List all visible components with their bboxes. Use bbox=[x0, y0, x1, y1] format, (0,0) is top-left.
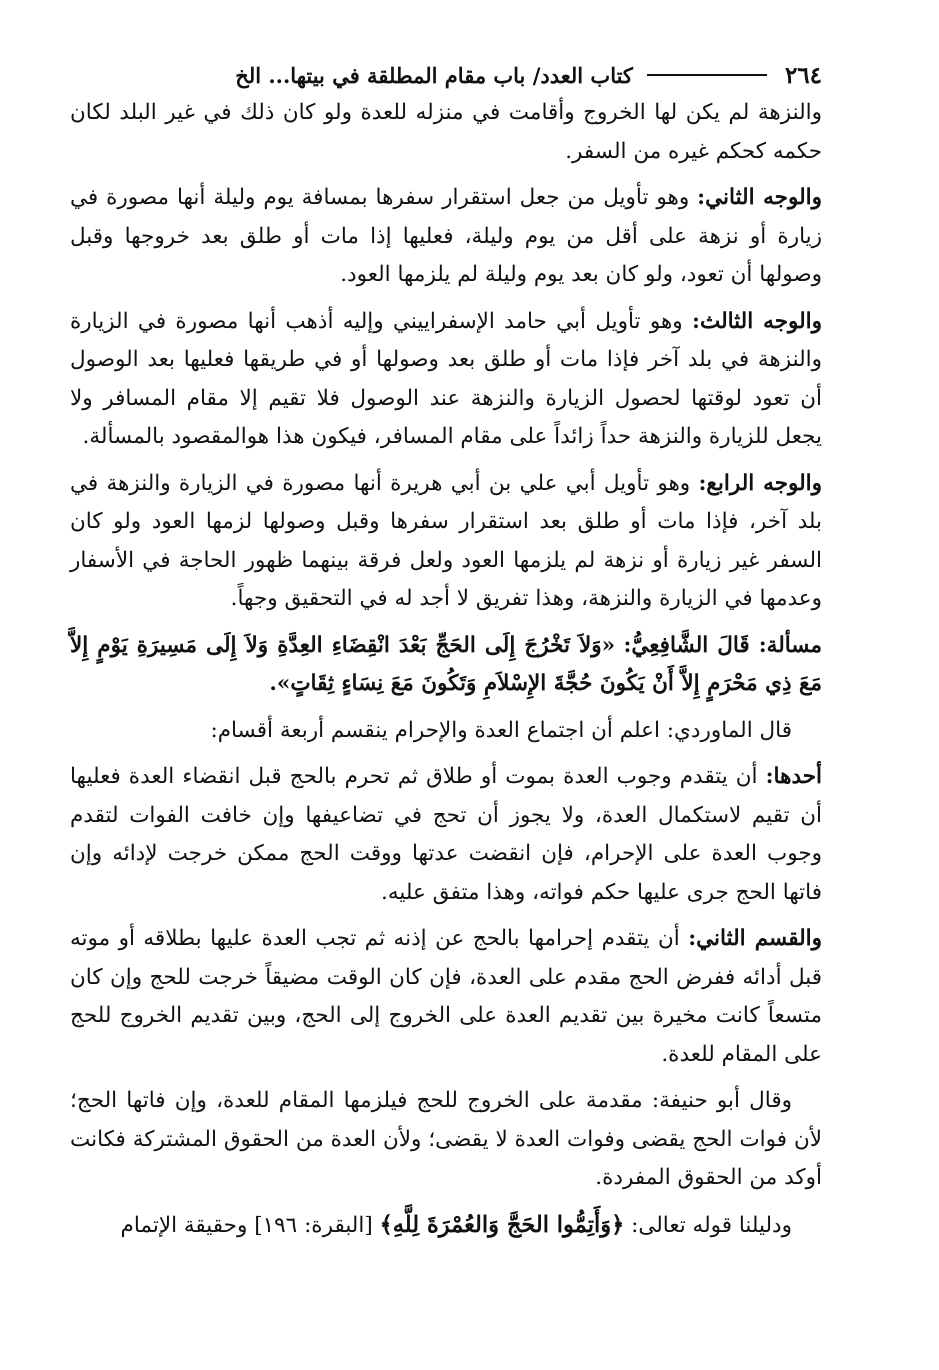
paragraph-text: وهو تأويل أبي حامد الإسفراييني وإليه أذهب أنها مصورة في الزيارة والنزهة في بلد آخر فإذا مات أو طلق بعد وصولها أو في طريقها فعليها بعد الوصول أن تعود لوقتها لحصول الزيارة والنزهة عند الوصول فلا تقيم إلا مقام المسافر ولا يجعل للزيارة والنزهة حداً زائداً على مقام المسافر، فيكون هذا هوالمقصود بالمسألة. bbox=[70, 308, 822, 449]
evidence-tail: وحقيقة الإتمام bbox=[120, 1212, 248, 1238]
verse-reference: [البقرة: ١٩٦] bbox=[254, 1212, 373, 1238]
paragraph-4 bbox=[70, 465, 822, 619]
paragraph-lead: والوجه الثاني: bbox=[697, 185, 822, 210]
paragraph-lead: مسألة: قَالَ الشَّافِعِيُّ: bbox=[623, 632, 822, 658]
evidence-intro: ودليلنا قوله تعالى: bbox=[631, 1212, 792, 1238]
book-page bbox=[70, 56, 822, 1245]
paragraph-text: والنزهة لم يكن لها الخروج وأقامت في منزله للعدة ولو كان ذلك في غير البلد لكان حكمه كحكم غيره من السفر. bbox=[70, 100, 822, 164]
header-rule bbox=[647, 74, 767, 76]
shafii-quote: «وَلاَ تَخْرُجَ إِلَى الحَجِّ بَعْدَ انْقِضَاءِ العِدَّةِ وَلاَ إِلَى مَسِيرَةِ يَوْمٍ إِلاَّ مَعَ ذِي مَحْرَمٍ إِلاَّ أَنْ يَكُونَ حُجَّةَ الإِسْلاَمِ وَتَكُونَ مَعَ نِسَاءٍ ثِقَاتٍ». bbox=[70, 632, 822, 696]
quran-verse: ﴿وَأَتِمُّوا الحَجَّ وَالعُمْرَةَ لِلَّهِ﴾ bbox=[379, 1211, 625, 1238]
running-title: كتاب العدد/ باب مقام المطلقة في بيتها... الخ bbox=[235, 62, 633, 88]
paragraph-text: وقال أبو حنيفة: مقدمة على الخروج للحج فيلزمها المقام للعدة، وإن فاتها الحج؛ لأن فوات الحج يقضى وفوات العدة لا يقضى؛ ولأن العدة من الحقوق المشتركة فكانت أوكد من الحقوق المفردة. bbox=[70, 1088, 822, 1190]
paragraph-text: وهو تأويل أبي علي بن أبي هريرة أنها مصورة في الزيارة والنزهة في بلد آخر، فإذا مات أو طلق بعد استقرار سفرها وقبل وصولها لزمها العود ولو كان السفر غير زيارة أو نزهة لم يلزمها العود ولعل فرقة بينهما ظهور الحاجة في الأسفار وعدمها في الزيارة والنزهة، وهذا تفريق لا أجد له في التحقيق وجهاً. bbox=[70, 470, 822, 611]
page-number: ٢٦٤ bbox=[784, 61, 822, 89]
paragraph-evidence bbox=[70, 1206, 822, 1246]
paragraph-first-division bbox=[70, 758, 822, 912]
paragraph-mawardi bbox=[70, 712, 822, 751]
paragraph-text: أن يتقدم إحرامها بالحج عن إذنه ثم تجب العدة عليها بطلاقه أو موته قبل أدائه ففرض الحج مقدم على العدة، فإن كان الوقت مضيقاً خرجت للحج وإن كان متسعاً كانت مخيرة بين تقديم العدة على الخروج إلى الحج، وبين تقديم الخروج للحج على المقام للعدة. bbox=[70, 926, 822, 1067]
paragraph-2 bbox=[70, 179, 822, 295]
paragraph-text: وهو تأويل من جعل استقرار سفرها بمسافة يوم وليلة أنها مصورة في زيارة أو نزهة على أقل من يوم وليلة، فعليها إذا مات أو طلق بعد خروجها وقبل وصولها أن تعود، ولو كان بعد يوم وليلة لم يلزمها العود. bbox=[70, 185, 822, 287]
paragraph-abu-hanifa bbox=[70, 1082, 822, 1198]
paragraph-masala bbox=[70, 627, 822, 704]
paragraph-lead: والوجه الرابع: bbox=[698, 470, 822, 496]
page-header bbox=[70, 56, 822, 94]
paragraph-lead: أحدها: bbox=[765, 764, 822, 789]
paragraph-1 bbox=[70, 94, 822, 171]
paragraph-3 bbox=[70, 303, 822, 457]
paragraph-lead: والوجه الثالث: bbox=[692, 308, 823, 334]
paragraph-text: قال الماوردي: اعلم أن اجتماع العدة والإحرام ينقسم أربعة أقسام: bbox=[210, 717, 792, 743]
paragraph-text: أن يتقدم وجوب العدة بموت أو طلاق ثم تحرم بالحج قبل انقضاء العدة فعليها أن تقيم لاستكمال العدة، ولا يجوز أن تحج في تضاعيفها وإن خافت الفوات لتقدم وجوب العدة على الإحرام، فإن انقضت عدتها ووقت الحج ممكن خرجت لإدائه وإن فاتها الحج جرى عليها حكم فواته، وهذا متفق عليه. bbox=[70, 764, 822, 905]
paragraph-second-division bbox=[70, 920, 822, 1074]
paragraph-lead: والقسم الثاني: bbox=[688, 926, 822, 951]
